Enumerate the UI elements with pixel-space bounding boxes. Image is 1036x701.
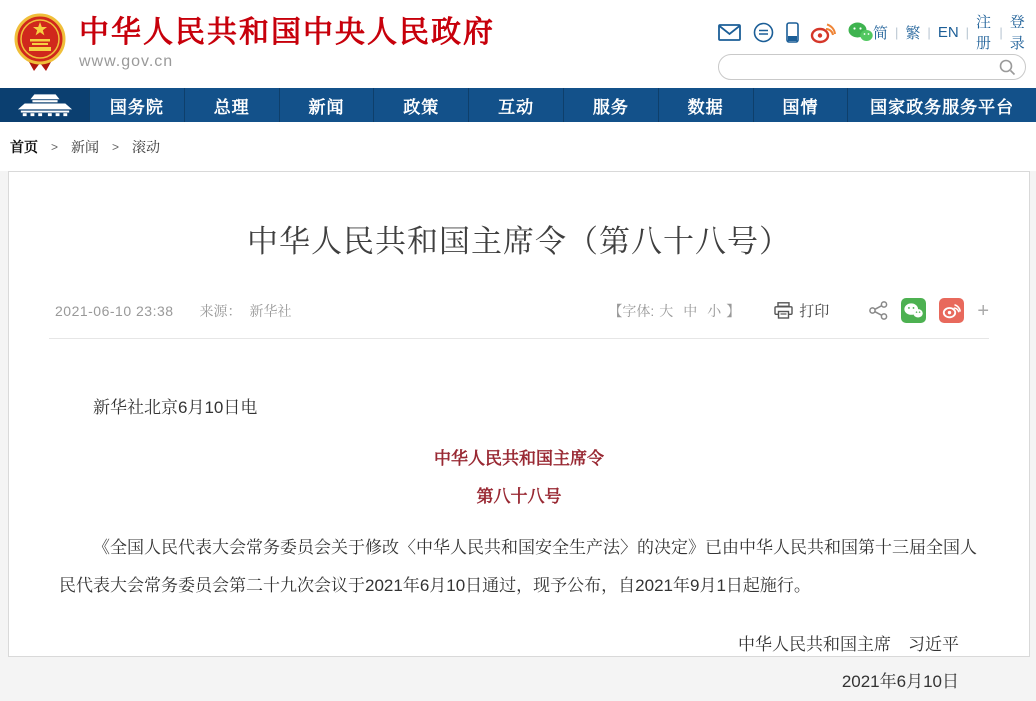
nav-item-gov-service-platform[interactable]: 国家政务服务平台 xyxy=(847,88,1036,122)
decree-title: 中华人民共和国主席令 xyxy=(434,449,604,469)
language-links: 简 | 繁 | EN | 注册 | 登录 xyxy=(873,11,1026,53)
share-more-button[interactable]: + xyxy=(977,299,989,322)
nav-item-services[interactable]: 服务 xyxy=(563,88,658,122)
search-box xyxy=(718,54,1026,80)
mobile-icon[interactable] xyxy=(786,22,799,43)
breadcrumb-separator: > xyxy=(112,139,120,154)
weibo-icon[interactable] xyxy=(811,22,836,43)
meta-divider xyxy=(49,338,989,339)
nav-home-button[interactable] xyxy=(0,88,89,122)
site-url: www.gov.cn xyxy=(79,52,174,70)
breadcrumb-home[interactable]: 首页 xyxy=(10,138,38,155)
nav-item-national-conditions[interactable]: 国情 xyxy=(753,88,848,122)
article-meta xyxy=(55,298,989,323)
lang-english[interactable]: EN xyxy=(937,23,959,41)
source-name[interactable]: 新华社 xyxy=(249,302,292,319)
lang-traditional[interactable]: 繁 xyxy=(905,24,921,42)
signature-date: 2021年6月10日 xyxy=(841,672,959,692)
nav-item-interaction[interactable]: 互动 xyxy=(468,88,563,122)
wechat-icon[interactable] xyxy=(848,22,873,43)
nav-item-news[interactable]: 新闻 xyxy=(279,88,374,122)
site-title: 中华人民共和国中央人民政府 xyxy=(79,15,495,49)
font-size-small[interactable]: 小 xyxy=(707,302,722,319)
tiananmen-icon xyxy=(16,93,74,117)
share-toolbar xyxy=(869,298,989,323)
breadcrumb-scroll[interactable]: 滚动 xyxy=(132,138,161,155)
message-icon[interactable] xyxy=(753,22,774,43)
mail-icon[interactable] xyxy=(718,24,741,41)
site-header xyxy=(0,0,1036,88)
national-emblem-icon xyxy=(14,13,66,73)
lead-paragraph: 新华社北京6月10日电 xyxy=(93,398,258,417)
share-wechat-button[interactable] xyxy=(901,298,926,323)
nav-item-policy[interactable]: 政策 xyxy=(373,88,468,122)
share-weibo-button[interactable] xyxy=(939,298,964,323)
decree-number: 第八十八号 xyxy=(476,486,562,506)
breadcrumb-separator: > xyxy=(51,139,59,154)
print-label: 打印 xyxy=(799,303,830,320)
search-icon[interactable] xyxy=(999,59,1016,76)
article-source xyxy=(200,301,292,321)
lang-simplified[interactable]: 简 xyxy=(873,24,889,42)
font-size-widget xyxy=(608,301,740,321)
source-label: 来源： xyxy=(199,302,242,319)
print-button[interactable] xyxy=(774,300,829,321)
breadcrumb xyxy=(0,122,1036,171)
font-size-large[interactable]: 大 xyxy=(659,302,674,319)
font-widget-close: 】 xyxy=(726,302,741,319)
nav-item-data[interactable]: 数据 xyxy=(658,88,753,122)
site-logo[interactable] xyxy=(14,13,495,73)
signature-line: 中华人民共和国主席 习近平 xyxy=(738,634,959,654)
register-link[interactable]: 注册 xyxy=(976,14,992,52)
article-title: 中华人民共和国主席令（第八十八号） xyxy=(247,224,791,259)
font-size-medium[interactable]: 中 xyxy=(683,302,698,319)
printer-icon xyxy=(774,302,793,319)
breadcrumb-news[interactable]: 新闻 xyxy=(71,138,100,155)
nav-item-premier[interactable]: 总理 xyxy=(184,88,279,122)
search-input[interactable] xyxy=(731,56,989,78)
font-widget-open: 【字体: xyxy=(608,302,655,319)
article-body xyxy=(59,389,979,701)
main-nav xyxy=(0,88,1036,122)
body-paragraph: 《全国人民代表大会常务委员会关于修改〈中华人民共和国安全生产法〉的决定》已由中华人民共和国第十三届全国人民代表大会常务委员会第二十九次会议于2021年6月10日通过，现予公布，自2021年9月1日起施行。 xyxy=(59,538,977,595)
publish-datetime: 2021-06-10 23:38 xyxy=(55,302,174,319)
share-icon[interactable] xyxy=(869,301,888,320)
login-link[interactable]: 登录 xyxy=(1009,14,1025,52)
article-card xyxy=(8,171,1030,692)
nav-item-state-council[interactable]: 国务院 xyxy=(89,88,184,122)
